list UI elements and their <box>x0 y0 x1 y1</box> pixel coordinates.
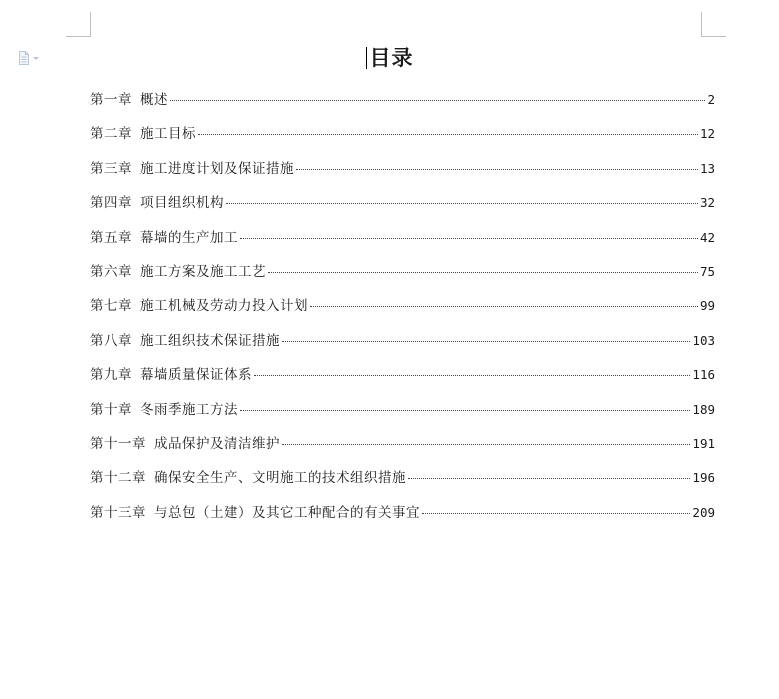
toc-page-number: 191 <box>692 435 715 451</box>
toc-entry[interactable] <box>90 157 715 191</box>
toc-chapter-title: 与总包（土建）及其它工种配合的有关事宜 <box>154 504 420 521</box>
toc-page-number: 209 <box>692 504 715 520</box>
toc-entry[interactable] <box>90 329 715 363</box>
toc-page-number: 13 <box>699 160 715 176</box>
toc-chapter-title: 幕墙质量保证体系 <box>140 367 252 384</box>
toc-chapter-number: 第十三章 <box>90 504 146 521</box>
toc-entry[interactable] <box>90 226 715 260</box>
toc-dot-leader <box>240 410 690 411</box>
toc-chapter-number: 第五章 <box>90 229 132 246</box>
toc-page-number: 2 <box>707 92 715 107</box>
toc-heading-wrap <box>0 44 779 72</box>
toc-chapter-number: 第十一章 <box>90 435 146 452</box>
toc-page-number: 42 <box>699 229 715 245</box>
toc-chapter-number: 第十章 <box>90 401 132 418</box>
toc-entry[interactable] <box>90 501 715 535</box>
toc-chapter-number: 第一章 <box>90 92 132 108</box>
toc-chapter-number: 第三章 <box>90 160 132 177</box>
toc-page-number: 189 <box>692 401 715 417</box>
page-margin-corner-top-left <box>66 12 91 37</box>
toc-dot-leader <box>170 100 705 101</box>
toc-chapter-title: 施工方案及施工工艺 <box>140 263 266 280</box>
toc-dot-leader <box>226 203 698 204</box>
toc-dot-leader <box>408 478 690 479</box>
toc-dot-leader <box>422 513 690 514</box>
toc-chapter-title: 施工进度计划及保证措施 <box>140 160 294 177</box>
toc-page-number: 116 <box>692 367 715 383</box>
toc-chapter-number: 第六章 <box>90 263 132 280</box>
toc-page-number: 99 <box>699 298 715 314</box>
toc-chapter-number: 第四章 <box>90 195 132 212</box>
toc-dot-leader <box>310 306 698 307</box>
page-margin-corner-top-right <box>701 12 726 37</box>
toc-dot-leader <box>282 444 690 445</box>
toc-dot-leader <box>254 375 690 376</box>
toc-entry[interactable] <box>90 260 715 294</box>
toc-chapter-title: 概述 <box>140 92 168 108</box>
toc-chapter-number: 第八章 <box>90 332 132 349</box>
toc-page-number: 32 <box>699 195 715 211</box>
toc-entry[interactable] <box>90 398 715 432</box>
toc-dot-leader <box>240 238 698 239</box>
toc-page-number: 196 <box>692 470 715 486</box>
toc-entry[interactable] <box>90 88 715 122</box>
toc-dot-leader <box>268 272 698 273</box>
toc-page-number: 75 <box>699 263 715 279</box>
toc-dot-leader <box>282 341 690 342</box>
toc-chapter-title: 成品保护及清洁维护 <box>154 435 280 452</box>
toc-heading-text: 目录 <box>369 45 414 70</box>
toc-dot-leader <box>296 169 698 170</box>
toc-chapter-title: 施工机械及劳动力投入计划 <box>140 298 308 315</box>
toc-chapter-title: 确保安全生产、文明施工的技术组织措施 <box>154 470 406 487</box>
toc-chapter-number: 第十二章 <box>90 470 146 487</box>
toc-chapter-title: 项目组织机构 <box>140 195 224 212</box>
text-cursor <box>366 47 368 69</box>
toc-entry[interactable] <box>90 466 715 500</box>
toc-chapter-title: 冬雨季施工方法 <box>140 401 238 418</box>
toc-page-number: 103 <box>692 332 715 348</box>
toc-entry[interactable] <box>90 363 715 397</box>
toc-chapter-number: 第二章 <box>90 126 132 143</box>
toc-entry[interactable] <box>90 294 715 328</box>
toc-chapter-title: 施工组织技术保证措施 <box>140 332 280 349</box>
toc-entry[interactable] <box>90 191 715 225</box>
toc-entry[interactable] <box>90 432 715 466</box>
table-of-contents <box>90 88 715 535</box>
toc-page-number: 12 <box>699 126 715 142</box>
toc-chapter-number: 第九章 <box>90 367 132 384</box>
toc-dot-leader <box>198 134 698 135</box>
toc-chapter-number: 第七章 <box>90 298 132 315</box>
toc-entry[interactable] <box>90 122 715 156</box>
toc-heading[interactable] <box>366 44 414 72</box>
toc-chapter-title: 幕墙的生产加工 <box>140 229 238 246</box>
toc-chapter-title: 施工目标 <box>140 126 196 143</box>
